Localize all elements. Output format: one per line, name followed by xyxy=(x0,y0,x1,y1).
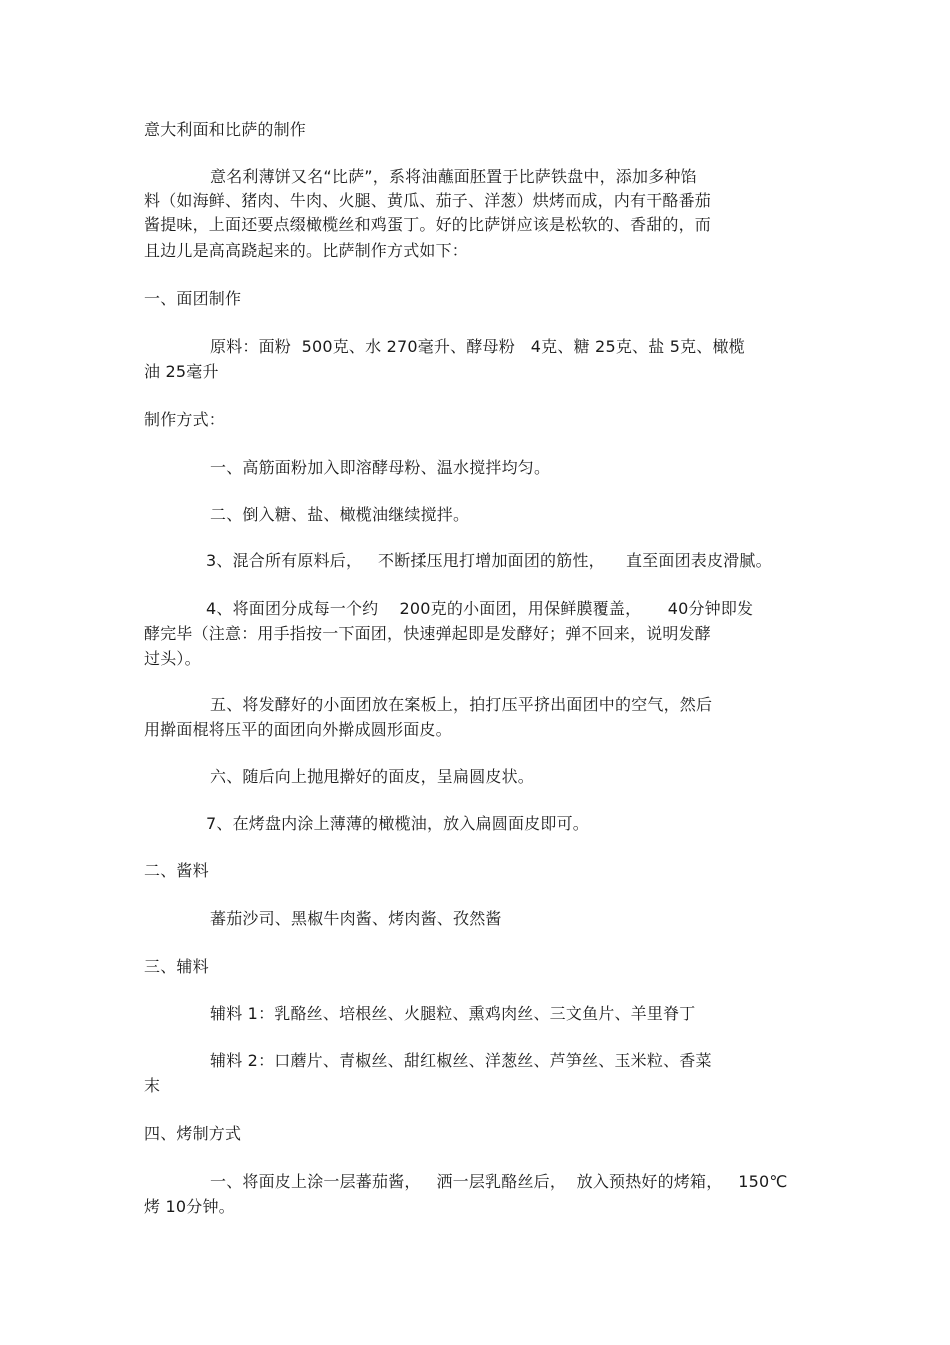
sauce-list: 蕃茄沙司、黑椒牛肉酱、烤肉酱、孜然酱 xyxy=(210,909,502,928)
intro-line-1: 意名利薄饼又名“比萨”，系将油蘸面胚置于比萨铁盘中，添加多种馅 xyxy=(210,167,697,186)
step-1: 一、高筋面粉加入即溶酵母粉、温水搅拌均匀。 xyxy=(210,458,551,477)
bake-step-1-line-1: 一、将面皮上涂一层蕃茄酱， 洒一层乳酪丝后， 放入预热好的烤箱， 150℃ xyxy=(210,1172,788,1191)
ingredients-line-1: 原料：面粉 500克、水 270毫升、酵母粉 4克、糖 25克、盐 5克、橄榄 xyxy=(210,337,745,356)
aux-ingredients-2-line-2: 末 xyxy=(144,1076,161,1095)
ingredients-line-2: 油 25毫升 xyxy=(144,362,219,381)
document-title: 意大利面和比萨的制作 xyxy=(144,120,307,139)
aux-ingredients-2-line-1: 辅料 2：口蘑片、青椒丝、甜红椒丝、洋葱丝、芦笋丝、玉米粒、香菜 xyxy=(210,1051,712,1070)
step-3: 3、混合所有原料后， 不断揉压甩打增加面团的筋性， 直至面团表皮滑腻。 xyxy=(206,551,772,570)
intro-line-4: 且边儿是高高跷起来的。比萨制作方式如下： xyxy=(144,241,469,260)
step-7: 7、在烤盘内涂上薄薄的橄榄油，放入扁圆面皮即可。 xyxy=(206,814,589,833)
step-6: 六、随后向上抛甩擀好的面皮，呈扁圆皮状。 xyxy=(210,767,535,786)
step-4-line-3: 过头）。 xyxy=(144,649,201,668)
section-2-heading: 二、酱料 xyxy=(144,861,209,880)
section-3-heading: 三、辅料 xyxy=(144,957,209,976)
aux-ingredients-1: 辅料 1：乳酪丝、培根丝、火腿粒、熏鸡肉丝、三文鱼片、羊里脊丁 xyxy=(210,1004,696,1023)
step-4-line-2: 酵完毕（注意：用手指按一下面团，快速弹起即是发酵好；弹不回来，说明发酵 xyxy=(144,624,712,643)
step-5-line-1: 五、将发酵好的小面团放在案板上，拍打压平挤出面团中的空气，然后 xyxy=(210,695,713,714)
section-1-heading: 一、面团制作 xyxy=(144,289,242,308)
intro-line-3: 酱提味，上面还要点缀橄榄丝和鸡蛋丁。好的比萨饼应该是松软的、香甜的，而 xyxy=(144,215,712,234)
method-label: 制作方式： xyxy=(144,410,226,429)
step-2: 二、倒入糖、盐、橄榄油继续搅拌。 xyxy=(210,505,470,524)
step-4-line-1: 4、将面团分成每一个约 200克的小面团，用保鲜膜覆盖， 40分钟即发 xyxy=(206,599,754,618)
section-4-heading: 四、烤制方式 xyxy=(144,1124,242,1143)
bake-step-1-line-2: 烤 10分钟。 xyxy=(144,1197,235,1216)
step-5-line-2: 用擀面棍将压平的面团向外擀成圆形面皮。 xyxy=(144,720,452,739)
intro-line-2: 料（如海鲜、猪肉、牛肉、火腿、黄瓜、茄子、洋葱）烘烤而成，内有干酪番茄 xyxy=(144,191,712,210)
